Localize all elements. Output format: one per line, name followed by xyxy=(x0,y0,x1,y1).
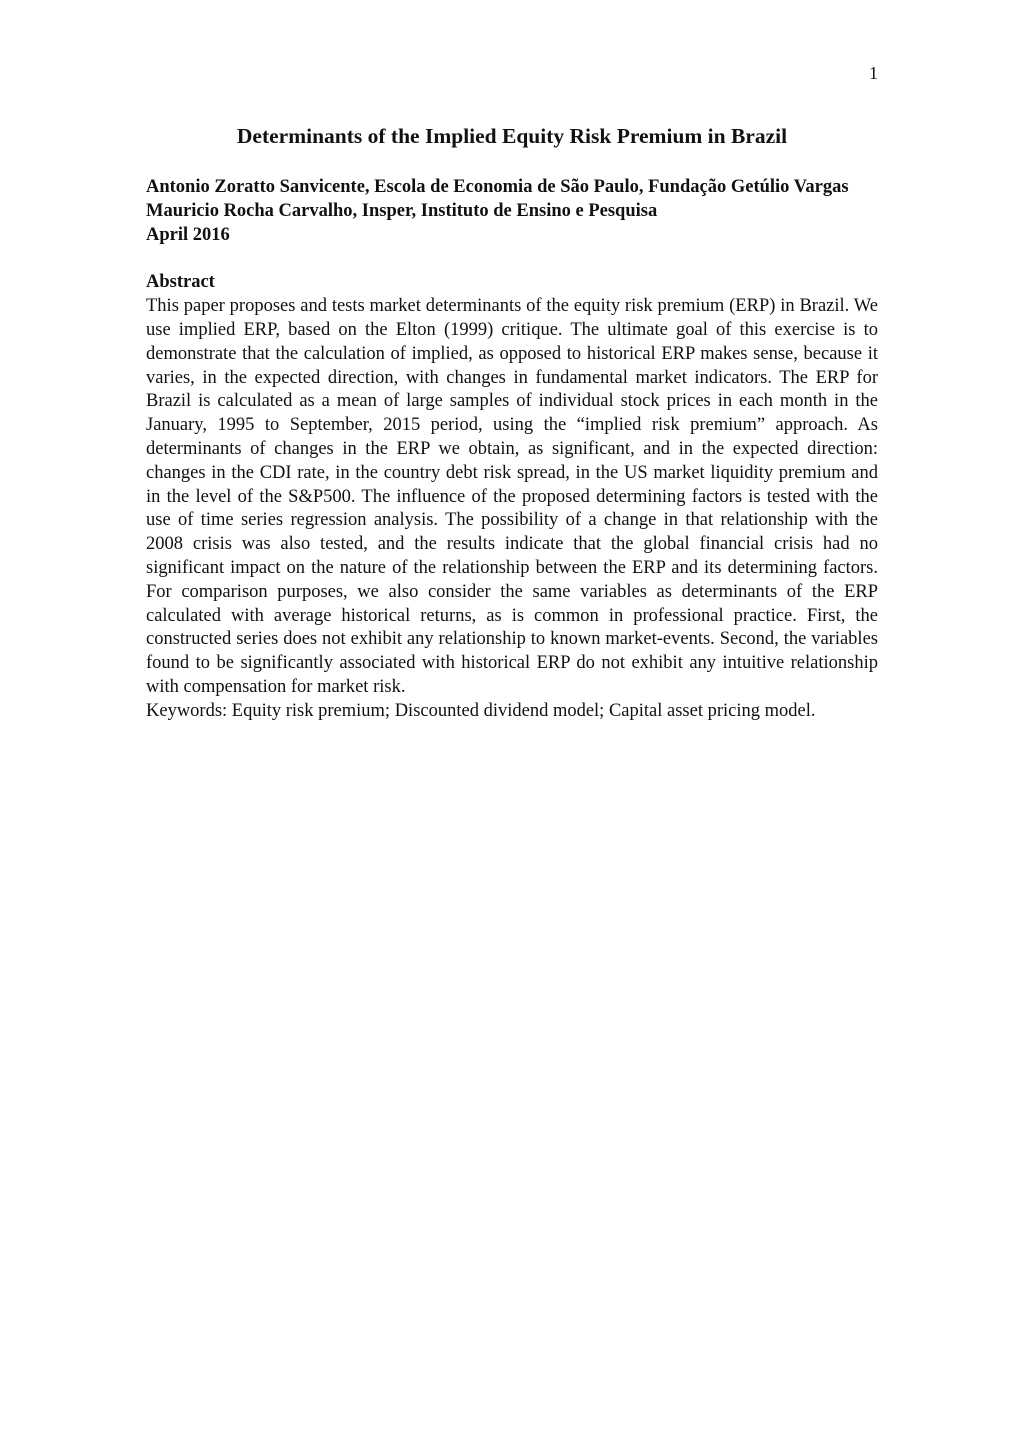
paper-content xyxy=(146,122,878,724)
author-2: Mauricio Rocha Carvalho, Insper, Instituto de Ensino e Pesquisa xyxy=(146,200,658,221)
paper-title: Determinants of the Implied Equity Risk Premium in Brazil xyxy=(236,124,788,148)
keywords: Keywords: Equity risk premium; Discounted dividend model; Capital asset pricing model. xyxy=(146,700,816,721)
author-block xyxy=(146,176,878,247)
abstract-section xyxy=(146,271,878,723)
abstract-text: This paper proposes and tests market determinants of the equity risk premium (ERP) in Brazil. We use implied ERP, based on the Elton (1999) critique. The ultimate goal of this exercise is to demonstrate that the calculation of implied, as opposed to historical ERP makes sense, because it varies, in the expected direction, with changes in fundamental market indicators. The ERP for Brazil is calculated as a mean of large samples of individual stock prices in each month in the January, 1995 to September, 2015 period, using the “implied risk premium” approach. As determinants of changes in the ERP we obtain, as significant, and in the expected direction: changes in the CDI rate, in the country debt risk spread, in the US market liquidity premium and in the level of the S&P500. The influence of the proposed determining factors is tested with the use of time series regression analysis. The possibility of a change in that relationship with the 2008 crisis was also tested, and the results indicate that the global financial crisis had no significant impact on the nature of the relationship between the ERP and its determining factors. For comparison purposes, we also consider the same variables as determinants of the ERP calculated with average historical returns, as is common in professional practice. First, the constructed series does not exhibit any relationship to known market-events. Second, the variables found to be significantly associated with historical ERP do not exhibit any intuitive relationship with compensation for market risk. xyxy=(146,296,878,697)
paper-date: April 2016 xyxy=(146,224,230,245)
abstract-heading: Abstract xyxy=(146,272,215,293)
author-1: Antonio Zoratto Sanvicente, Escola de Economia de São Paulo, Fundação Getúlio Vargas xyxy=(146,177,849,197)
page-number: 1 xyxy=(869,63,878,83)
